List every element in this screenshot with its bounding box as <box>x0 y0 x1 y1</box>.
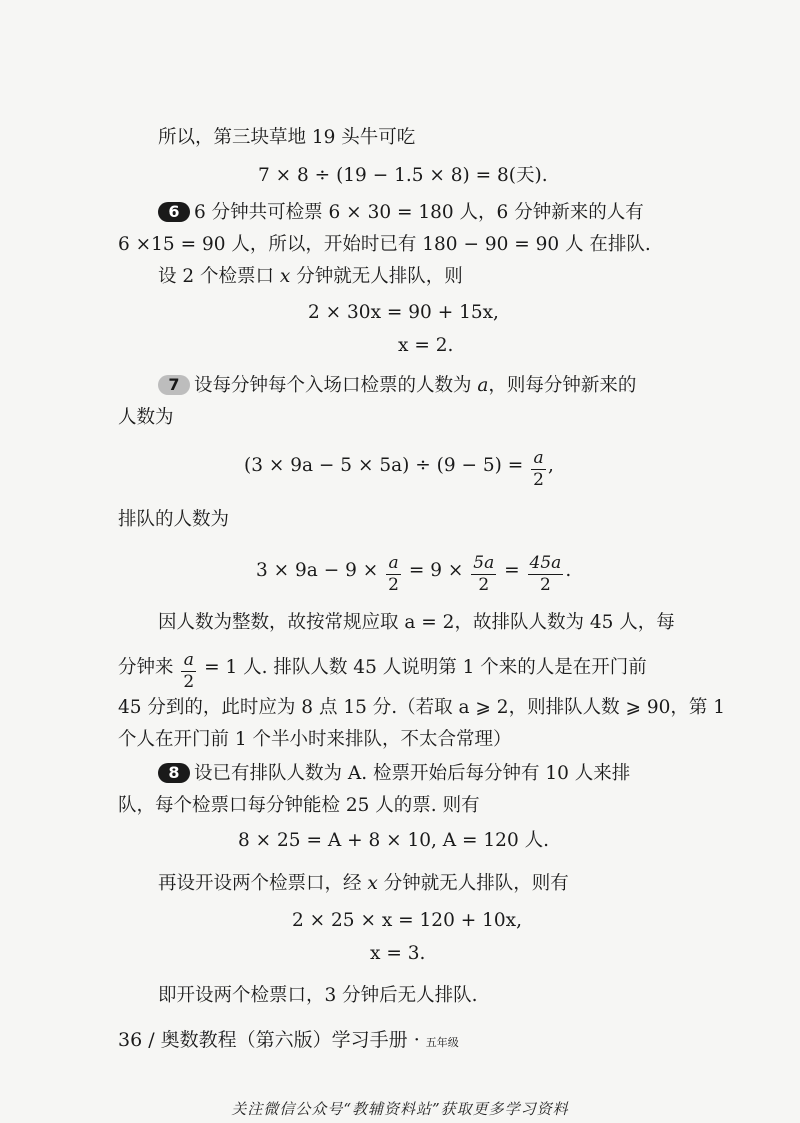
p8-equation-3: x = 3. <box>370 943 426 964</box>
p7-eq1-tail: , <box>547 455 554 476</box>
p7-para-4: 个人在开门前 1 个半小时来排队，不太合常理） <box>118 729 512 750</box>
p5-line-1: 所以，第三块草地 19 头牛可吃 <box>158 127 416 148</box>
p6-line-1-text: 6 分钟共可检票 6 × 30 = 180 人，6 分钟新来的人有 <box>194 202 644 223</box>
p7-eq1-left: (3 × 9a − 5 × 5a) ÷ (9 − 5) = <box>244 455 524 476</box>
p6-line-3 <box>158 265 463 289</box>
p7-var-a: a <box>477 375 489 396</box>
p7-line-1-b: ，则每分钟新来的 <box>488 375 637 396</box>
problem-8-badge: 8 <box>158 763 190 783</box>
p7-para-3: 45 分到的，此时应为 8 点 15 分.（若取 a ⩾ 2，则排队人数 ⩾ 90，第 1 <box>118 697 726 718</box>
p7-eq1-num: a <box>533 448 544 468</box>
p7-eq2-f2-num: 5a <box>473 553 495 573</box>
p6-equation-2: x = 2. <box>398 335 454 356</box>
p7-p2-num: a <box>183 650 194 670</box>
watermark-text: 关注微信公众号“教辅资料站”获取更多学习资料 <box>231 1100 569 1118</box>
p7-line-3: 排队的人数为 <box>118 509 230 530</box>
p7-para-1: 因人数为整数，故按常规应取 a = 2，故排队人数为 45 人，每 <box>158 612 675 633</box>
problem-7-badge: 7 <box>158 375 190 395</box>
p7-eq2-f2-den: 2 <box>471 574 496 594</box>
p7-eq1-den: 2 <box>533 470 544 490</box>
p7-eq2-fraction-1 <box>386 555 401 594</box>
footer-title: 36 / 奥数教程（第六版）学习手册 · <box>118 1029 426 1051</box>
p7-equation-2 <box>256 555 571 594</box>
p8-line-3-b: 分钟就无人排队，则有 <box>377 873 569 894</box>
p7-line-2: 人数为 <box>118 407 174 428</box>
p7-eq2-fraction-3 <box>528 555 564 594</box>
p7-eq2-f1-num: a <box>388 553 399 573</box>
p7-eq1-fraction <box>531 450 546 489</box>
p7-eq2-f3-num: 45a <box>529 553 562 573</box>
p7-para-2-b: = 1 人. 排队人数 45 人说明第 1 个来的人是在开门前 <box>204 657 647 678</box>
p6-equation-1: 2 × 30x = 90 + 15x, <box>308 302 499 323</box>
p8-var-x: x <box>367 873 378 894</box>
problem-6-badge: 6 <box>158 202 190 222</box>
p8-line-3 <box>158 872 569 896</box>
p8-line-1-text: 设已有排队人数为 A. 检票开始后每分钟有 10 人来排 <box>194 763 631 784</box>
p7-eq2-b: = 9 × <box>408 560 464 581</box>
p7-para-2-a: 分钟来 <box>118 657 174 678</box>
p8-equation-1: 8 × 25 = A + 8 × 10, A = 120 人. <box>238 830 549 851</box>
p8-equation-2: 2 × 25 × x = 120 + 10x, <box>292 910 522 931</box>
p7-eq2-f3-den: 2 <box>528 574 564 594</box>
p5-equation: 7 × 8 ÷ (19 − 1.5 × 8) = 8(天). <box>258 165 548 186</box>
p7-eq2-fraction-2 <box>471 555 496 594</box>
p8-line-4: 即开设两个检票口，3 分钟后无人排队. <box>158 985 478 1006</box>
p8-line-2: 队，每个检票口每分钟能检 25 人的票. 则有 <box>118 795 480 816</box>
p8-line-3-a: 再设开设两个检票口，经 <box>158 873 368 894</box>
p8-line-1 <box>158 762 630 786</box>
p6-line-3-a: 设 2 个检票口 <box>158 266 280 287</box>
p7-eq2-c: = <box>504 560 520 581</box>
p6-line-3-b: 分钟就无人排队，则 <box>290 266 463 287</box>
page-footer <box>118 1025 459 1052</box>
p7-p2-den: 2 <box>183 672 195 692</box>
p6-var-x: x <box>279 266 291 287</box>
p7-line-1-a: 设每分钟每个入场口检票的人数为 <box>194 375 478 396</box>
p7-para-2-fraction <box>181 652 196 691</box>
p6-line-2: 6 ×15 = 90 人，所以，开始时已有 180 − 90 = 90 人 在排队. <box>118 234 651 255</box>
p7-eq2-f1-den: 2 <box>388 575 399 595</box>
p7-para-2 <box>118 652 647 691</box>
p7-eq2-a: 3 × 9a − 9 × <box>256 560 379 581</box>
p7-eq2-tail: . <box>565 560 572 581</box>
p7-equation-1 <box>244 450 554 489</box>
p6-line-1 <box>158 201 644 225</box>
p7-line-1 <box>158 374 636 398</box>
footer-grade: 五年级 <box>425 1036 459 1049</box>
